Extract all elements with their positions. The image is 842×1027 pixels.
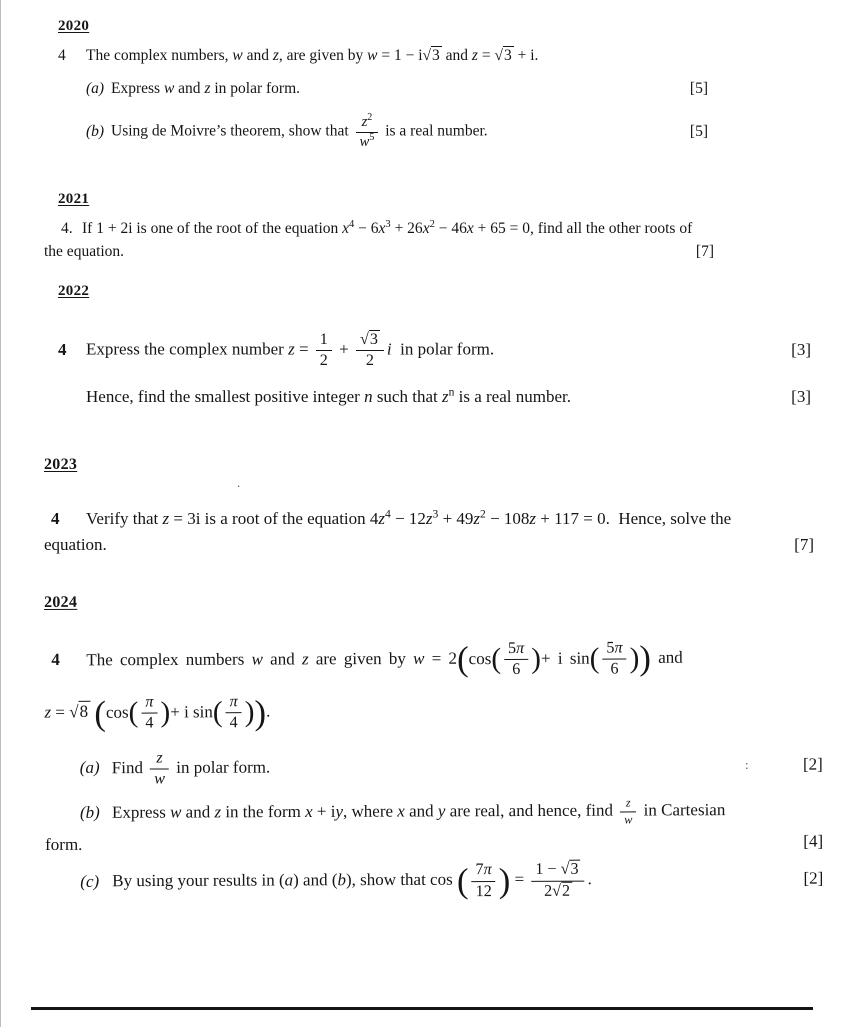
math-token: w: [367, 47, 378, 65]
math-token: √: [552, 882, 562, 900]
math-token: (: [589, 642, 600, 675]
question-number: 4.: [61, 220, 73, 238]
math-token: 4: [385, 506, 391, 520]
section-2024: [44, 589, 823, 903]
math-token: 3: [369, 331, 378, 349]
math-token: 2: [429, 219, 435, 231]
math-token: x: [466, 220, 474, 238]
part-a-2020: [58, 79, 708, 100]
math-token: (: [491, 642, 502, 675]
math-token: [129, 693, 171, 732]
math-token: a: [284, 870, 294, 890]
math-token: y: [335, 801, 344, 821]
math-token: √: [422, 47, 432, 65]
math-token: ): [244, 696, 255, 729]
math-token: 1: [316, 331, 332, 351]
part-b-line2: [45, 830, 823, 856]
math-token: [590, 639, 640, 678]
question-text-line2: z = √8 ( cos ( $\frac{\pi}{4}$ ) + i sin ( $\frac{\pi}{4}$ ) ) .: [44, 692, 271, 733]
math-token: ): [254, 692, 267, 732]
part-text: Using de Moivre’s theorem, show that $\frac{z^2}{w^5}$ is a real number.: [111, 112, 488, 150]
math-token: (: [212, 696, 223, 729]
math-token: w: [359, 133, 370, 150]
math-token: 2: [561, 882, 571, 900]
math-token: 3: [432, 47, 440, 65]
section-2021: [44, 189, 714, 263]
marks-badge: [2]: [802, 755, 823, 775]
math-token: [599, 639, 629, 678]
math-token: [213, 693, 255, 732]
math-token: [150, 770, 169, 789]
math-token: z: [625, 795, 631, 810]
math-token: z: [378, 508, 386, 528]
part-a-2024: [45, 747, 823, 790]
math-token: 5π: [602, 639, 626, 659]
question-text-line1: If 1 + 2i is one of the root of the equation $x^4 - 6x^3 + 26x^2 - 46x + 65 = 0$, find all the other roots of: [82, 219, 693, 238]
math-token: x: [378, 220, 386, 238]
math-token: 5: [369, 131, 375, 143]
math-token: [602, 639, 626, 678]
math-token: [457, 639, 651, 679]
question-number: 4: [51, 650, 60, 670]
math-token: x: [305, 802, 313, 822]
math-token: 2: [480, 506, 486, 520]
math-token: √: [494, 47, 503, 65]
part-label: (a): [86, 80, 105, 98]
math-token: [504, 639, 528, 678]
question-text-line1: Verify that z = 3i is a root of the equation $4z^4 - 12z^3 + 49z^2 - 108z + 117 = 0$. Hence, solve the: [86, 506, 732, 528]
question-text-line1: The complex numbers w and z are given by w = 2 ( cos ( $\frac{5\pi}{6}$ ) + i sin ( $\frac{5\pi}{6}$ ) ) and: [86, 638, 683, 679]
math-token: [620, 797, 636, 813]
question-4-2024: [44, 638, 822, 681]
part-b-2020: [58, 114, 708, 150]
math-token: 12: [475, 882, 492, 900]
math-token: [94, 693, 266, 733]
math-token: [531, 861, 584, 900]
math-token: [501, 639, 531, 678]
math-token: z: [301, 648, 309, 668]
math-token: ): [639, 638, 652, 678]
math-token: [457, 861, 511, 900]
math-token: (: [456, 861, 469, 901]
math-token: 3: [570, 861, 579, 879]
part-c-2024: [45, 860, 823, 903]
math-token: 2: [367, 112, 373, 124]
year-heading-2020: 2020: [58, 18, 90, 34]
math-token: z: [214, 802, 222, 822]
math-token: [356, 133, 379, 150]
question-4-2023: [44, 508, 814, 531]
question-number: 4: [58, 47, 66, 65]
math-token: z: [156, 749, 163, 767]
part-label: (c): [80, 871, 100, 891]
math-token: [360, 330, 380, 348]
question-4-2021: [44, 219, 714, 240]
math-token: (: [94, 693, 107, 733]
part-b-2024: [45, 796, 823, 857]
math-token: [471, 862, 495, 901]
math-token: π: [614, 639, 623, 657]
math-token: √: [560, 861, 570, 879]
math-token: [356, 114, 379, 132]
question-4-2020: [58, 46, 708, 67]
question-number: 4: [51, 508, 60, 528]
question-4-2022: [58, 331, 811, 370]
question-text-line2: equation.: [44, 534, 107, 554]
math-token: 2: [319, 352, 328, 370]
math-token: ): [498, 861, 511, 901]
question-4-2024-z-definition: [44, 690, 822, 733]
question-text-line2: the equation.: [44, 243, 125, 261]
marks-badge: [7]: [794, 534, 814, 554]
part-text: By using your results in (a) and (b), show that cos ( $\frac{7\pi}{12}$ ) = $\frac{1 - √3}{2√2}$ .: [112, 861, 592, 901]
part-label: (a): [79, 758, 100, 778]
math-token: 7π: [471, 862, 495, 882]
math-token: [620, 812, 636, 827]
marks-badge: [5]: [689, 122, 708, 140]
math-token: [620, 797, 636, 827]
math-token: cos ( $\frac{\pi}{4}$ ) + i sin ( $\frac{\pi}{4}$ ): [105, 692, 255, 732]
math-token: w: [251, 649, 263, 669]
marks-badge: [2]: [803, 868, 824, 888]
math-token: [561, 860, 581, 878]
math-token: w: [624, 812, 633, 827]
math-token: ): [531, 642, 542, 675]
section-2022: [58, 281, 811, 409]
year-heading-2023: 2023: [44, 456, 78, 473]
math-token: [423, 46, 442, 64]
math-token: ): [629, 642, 640, 675]
part-text: Express w and z in polar form.: [111, 80, 301, 98]
math-token: x: [342, 220, 350, 238]
math-token: [552, 881, 572, 899]
math-token: w: [232, 47, 243, 65]
math-token: 2: [365, 352, 374, 370]
math-token: x: [397, 801, 405, 821]
math-token: [226, 693, 242, 713]
part-label: (b): [79, 803, 100, 823]
math-token: n: [448, 385, 455, 399]
math-token: 4: [229, 714, 238, 732]
math-token: z: [162, 508, 170, 528]
math-token: π: [229, 692, 238, 710]
marks-badge: [3]: [791, 339, 811, 359]
math-token: [356, 331, 384, 351]
math-token: [356, 114, 379, 150]
part-text-line2: form.: [45, 834, 83, 854]
math-token: π: [516, 639, 525, 657]
part-text-line1: Express w and z in the form x + iy, where x and y are real, and hence, find $\frac{z}{w}$ in Cartesian: [111, 795, 726, 827]
math-token: w: [154, 770, 166, 788]
math-token: z: [44, 702, 52, 722]
math-token: z: [529, 508, 537, 528]
math-token: 6: [610, 660, 619, 678]
math-token: [141, 693, 157, 732]
math-token: w: [163, 80, 175, 98]
math-token: z: [204, 80, 211, 98]
math-token: z: [361, 114, 368, 131]
question-text: Express the complex number z = $\frac{1}{2}$ + $\frac{√3}{2}$ i in polar form.: [86, 331, 495, 370]
math-token: y: [437, 801, 446, 821]
math-token: 3: [385, 219, 391, 231]
marks-badge: [4]: [803, 831, 824, 851]
part-b-line1: [45, 796, 823, 830]
math-token: [150, 749, 169, 769]
marks-badge: [5]: [689, 80, 708, 98]
math-token: b: [337, 870, 347, 890]
math-token: [494, 46, 513, 64]
math-token: [316, 331, 332, 370]
math-token: x: [422, 220, 430, 238]
math-token: (: [128, 696, 139, 729]
math-token: (: [456, 639, 469, 679]
math-token: ): [160, 696, 171, 729]
scan-speck: :: [745, 757, 749, 772]
math-token: n: [364, 387, 373, 407]
math-token: 4: [145, 714, 154, 732]
math-token: √: [69, 702, 79, 722]
math-token: z: [272, 47, 279, 65]
marks-badge: [3]: [791, 387, 811, 407]
math-token: √: [359, 331, 369, 349]
question-intro-text: The complex numbers, w and z, are given by w = 1 − i√3 and z = √3 + i.: [86, 47, 539, 65]
math-token: 1 − √3: [531, 861, 584, 881]
year-heading-2024: 2024: [44, 593, 78, 611]
math-token: [69, 701, 90, 721]
question-4-2023-continued: [44, 534, 814, 557]
math-token: [150, 749, 169, 788]
section-2020: [58, 16, 708, 150]
math-token: [468, 861, 498, 900]
math-token: z: [471, 47, 478, 65]
page-bottom-rule: [31, 1007, 813, 1010]
math-token: w: [413, 648, 425, 668]
part-label: (b): [86, 122, 105, 140]
section-2023: [44, 454, 814, 556]
math-token: π: [145, 693, 154, 711]
math-token: [226, 693, 242, 732]
year-heading-2022: 2022: [58, 283, 90, 299]
math-token: [138, 693, 160, 732]
math-token: π: [483, 861, 492, 879]
math-token: w: [169, 802, 182, 822]
math-token: 2√2: [544, 882, 571, 900]
math-token: 3: [432, 506, 439, 520]
math-token: [223, 693, 245, 732]
math-token: 4: [349, 219, 355, 231]
math-token: i: [386, 339, 392, 359]
math-token: [141, 693, 157, 713]
question-4-2021-continued: [44, 242, 714, 263]
math-token: [356, 331, 384, 370]
question-number: 4: [58, 339, 67, 359]
year-heading-2021: 2021: [58, 191, 90, 207]
math-token: z: [441, 387, 449, 407]
math-token: [491, 639, 541, 678]
math-token: cos ( $\frac{5\pi}{6}$ ) + i sin ( $\frac{5\pi}{6}$ ): [468, 639, 640, 678]
math-token: 6: [512, 660, 521, 678]
math-token: z: [288, 339, 295, 359]
math-token: 8: [79, 702, 89, 722]
math-token: 5π: [504, 639, 528, 659]
hence-text: Hence, find the smallest positive integer n such that $z^n$ is a real number.: [86, 385, 571, 407]
scan-speck: .: [237, 475, 241, 490]
math-token: z: [425, 508, 433, 528]
part-text: Find $\frac{z}{w}$ in polar form.: [111, 749, 271, 788]
marks-badge: [7]: [695, 243, 714, 261]
math-token: 3: [503, 47, 512, 65]
question-4-2022-hence: [58, 386, 811, 409]
math-token: z: [473, 508, 481, 528]
